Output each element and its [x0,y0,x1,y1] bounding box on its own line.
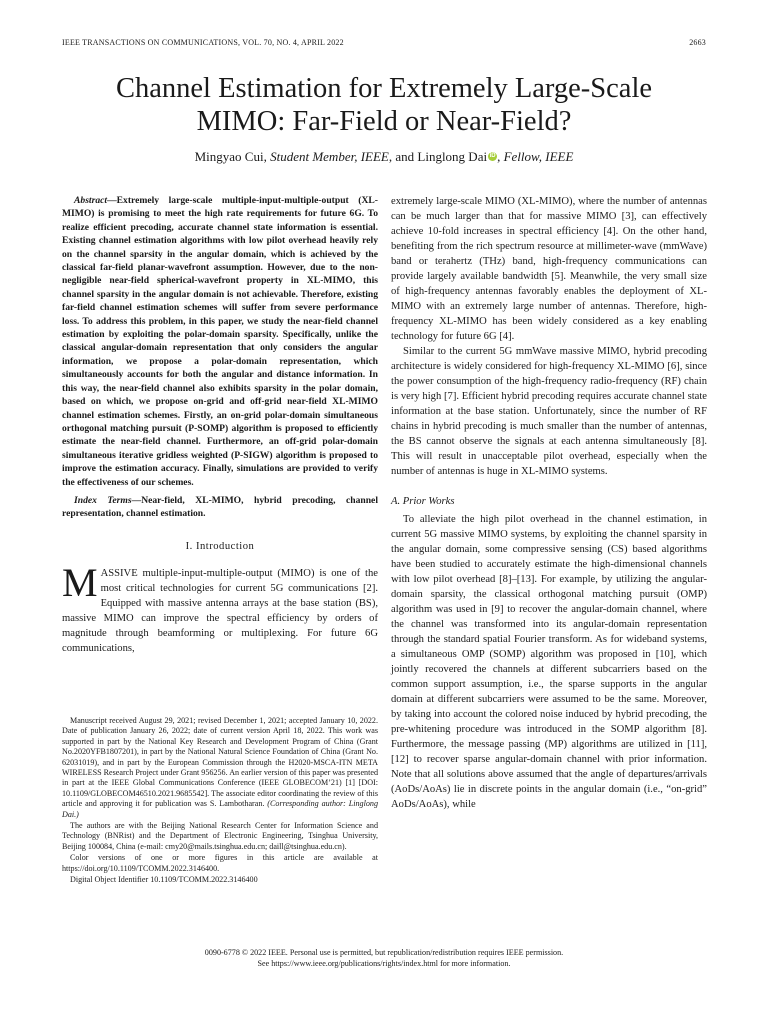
title-line-1: Channel Estimation for Extremely Large-Scale [115,73,653,104]
page-number: 2663 [689,38,706,47]
section-heading-introduction: I. Introduction [185,540,255,552]
body-paragraph-1: extremely large-scale MIMO (XL-MIMO), where the number of antennas can be much larger than that for massive MIMO [3], can effectively achieve 10-fold increases in spectral efficiency [4]. On the other hand, benefiting from the rich spectrum resource at millimeter-wave (mmWave) band or terahertz (THz) band, high-frequency communications can provide largely available bandwidth [5]. Meanwhile, the very small size of high-frequency antennas favorably enables the deployment of XL-MIMO with an extremely large number of antennas. Therefore, high-frequency XL-MIMO has been widely considered as a key enabling technology for future 6G [4]. [391,196,707,342]
copyright-footer [62,947,706,969]
author-2-role: Fellow, IEEE [503,149,574,164]
intro-text: ASSIVE multiple-input-multiple-output (MIMO) is one of the most critical technologies for current 5G communications [2]. Equipped with massive antenna arrays at the base station (BS), massive MIMO can improve the spectral efficiency by orders of magnitude through beamforming or multiplexing. For future 6G communications, [62,567,378,654]
index-terms-label: Index Terms [74,494,132,506]
footnote-doi: Digital Object Identifier 10.1109/TCOMM.2022.3146400 [70,875,258,885]
orcid-icon[interactable]: iD [489,153,496,159]
author-1-name: Mingyao Cui, [194,149,267,164]
left-column [62,194,378,656]
author-2-role-prefix: , [497,149,504,164]
paper-title [40,72,728,138]
title-line-2: MIMO: Far-Field or Near-Field? [196,106,572,137]
abstract-text: —Extremely large-scale multiple-input-multiple-output (XL-MIMO) is promising to meet the high rate requirements for future 6G. To realize efficient precoding, accurate channel state information is essential. Existing channel estimation algorithms with low pilot overhead heavily rely on the channel sparsity in the angular domain, which is achieved by the classical far-field planar-wavefront assumption. However, due to the non-negligible near-field spherical-wavefront property in XL-MIMO, this channel sparsity in the angular domain is not achievable. Therefore, existing far-field channel estimation schemes will suffer from severe performance loss. To address this problem, in this paper, we study the near-field channel estimation by exploiting the polar-domain sparsity. Specifically, unlike the classical angular-domain representation that only considers the angular information, we propose a polar-domain representation, which simultaneously accounts for both the angular and distance information. In this way, the near-field channel also exhibits sparsity in the polar domain, based on which, we propose on-grid and off-grid near-field XL-MIMO channel estimation schemes. Firstly, an on-grid polar-domain simultaneous orthogonal matching pursuit (P-SOMP) algorithm is proposed to efficiently estimate the near-field channel. Furthermore, an off-grid polar-domain simultaneous iterative gridless weighted (P-SIGW) algorithm is proposed to improve the estimation accuracy. Finally, simulations are provided to verify the effectiveness of our schemes. [62,195,378,488]
abstract [62,194,378,489]
index-terms [62,494,378,521]
footnote-corresponding: (Corresponding author: Linglong Dai.) [62,799,378,819]
drop-cap: M [62,559,98,605]
footnote-color: Color versions of one or more figures in this article are available at https://doi.org/10.1109/TCOMM.2022.3146400. [62,853,378,873]
abstract-label: Abstract [74,195,108,206]
footnotes [62,716,378,887]
author-1-role: Student Member, IEEE [270,149,389,164]
copyright-line-1: 0090-6778 © 2022 IEEE. Personal use is permitted, but republication/redistribution requires IEEE permission. [204,948,564,957]
intro-paragraph [62,559,378,656]
index-terms-text: —Near-field, XL-MIMO, hybrid precoding, channel representation, channel estimation. [62,494,378,520]
footnote-manuscript [62,716,378,820]
author-2-name: , and Linglong Dai [388,149,488,164]
copyright-line-2: See https://www.ieee.org/publications/rights/index.html for more information. [257,959,511,968]
prior-works-paragraph: To alleviate the high pilot overhead in the channel estimation, in current 5G massive MIMO systems, by exploiting the channel sparsity in the angular domain, some compressive sensing (CS) based algorithms have been studied to accurately estimate the high-dimensional channels with low pilot overhead [8]–[13]. For example, by utilizing the angular-domain sparsity, the classical orthogonal matching pursuit (OMP) algorithm was used in [9] to recover the angular-domain channel, where the channel was transformed into its angular-domain representation through the standard spatial Fourier transform. As for wideband systems, a simultaneous OMP (SOMP) algorithm was proposed in [10], which jointly recovered the channels at different subcarriers based on the common support assumption, i.e., the sparse supports in the angular domain at different subcarriers were assumed to be the same. Moreover, by taking into account the colored noise induced by hybrid precoding, the pre-whitening procedure was introduced in the SOMP algorithm [8]. Furthermore, the message passing (MP) algorithms are utilized in [11], [12] to recover sparse angular-domain channel with prior information. Note that all solutions above assumed that the angle of departures/arrivals (AoDs/AoAs) lie in discrete points in the angular domain (i.e., “on-grid” AoDs/AoAs), while [391,514,707,810]
body-paragraph-2: Similar to the current 5G mmWave massive MIMO, hybrid precoding architecture is widely considered for high-frequency XL-MIMO [6], since the power consumption of the high-frequency radio-frequency (RF) chain is very high [7]. Efficient hybrid precoding requires accurate channel state information at the base station. Unfortunately, since the number of RF chains in hybrid precoding is much smaller than the number of antennas, the BS cannot observe the signals at each antenna simultaneously [8]. This will result in unacceptable pilot overhead, especially when the number of antennas is huge in XL-MIMO systems. [391,346,707,477]
journal-name: IEEE TRANSACTIONS ON COMMUNICATIONS, VOL. 70, NO. 4, APRIL 2022 [62,38,344,47]
running-header [62,38,706,50]
author-line [40,149,728,165]
subsection-heading-prior-works: A. Prior Works [391,496,455,507]
right-column [391,194,707,812]
footnote-manuscript-text: Manuscript received August 29, 2021; revised December 1, 2021; accepted January 10, 2022. Date of publication January 26, 2022; date of current version April 18, 2022. This work was supported in part by the National Key Research and Development Program of China (Grant No.2020YFB1807201), in part by the National Natural Science Foundation of China (Grant No. 62031019), and in part by the European Commission through the H2020-MSCA-ITN META WIRELESS Research Project under Grant 956256. An earlier version of this paper was presented in part at the IEEE Global Communications Conference (IEEE GLOBECOM’21) [1] [DOI: 10.1109/GLOBECOM46510.2021.9685542]. The associate editor coordinating the review of this article and approving it for publication was S. Lambotharan. [62,716,378,809]
footnote-affiliation: The authors are with the Beijing National Research Center for Information Science and Technology (BNRist) and the Department of Electronic Engineering, Tsinghua University, Beijing 100084, China (e-mail: cmy20@mails.tsinghua.edu.cn; daill@tsinghua.edu.cn). [62,821,378,851]
